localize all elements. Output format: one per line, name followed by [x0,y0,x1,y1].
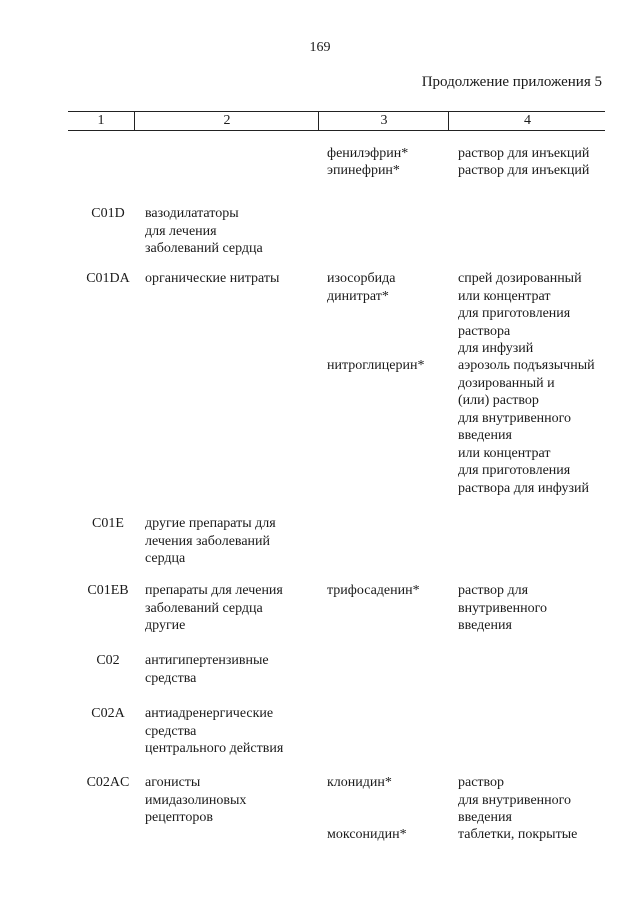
dosage-form [458,145,618,163]
group-name-line: другие [145,618,186,633]
group-name-line: центрального действия [145,741,284,756]
dosage-form-line: введения [458,810,512,825]
header-col-4: 4 [448,112,606,130]
group-name-line: антиадренергические [145,706,274,721]
group-name-line: другие препараты для [145,516,276,531]
dosage-form-line: для приготовления [458,463,571,478]
group-name-line: рецепторов [145,810,213,825]
drug-name-line: фенилэфрин* [327,146,409,161]
atc-code: C01D [91,206,125,221]
header-col-3: 3 [318,112,449,130]
dosage-form-line: (или) раствор [458,393,539,408]
atc-code: C01EB [87,583,129,598]
group-name-line: агонисты [145,775,201,790]
group-name-line: имидазолиновых [145,792,247,808]
atc-code: C02 [96,653,120,668]
group-name-line: препараты для лечения [145,583,283,598]
dosage-form-line: для приготовления [458,306,571,321]
drug-name-line: трифосаденин* [327,583,420,598]
drug-name-line: изосорбида [327,271,396,286]
group-name-line: органические нитраты [145,271,280,286]
group-name-line: заболеваний сердца [145,241,263,256]
group-name-line: для лечения [145,223,217,239]
drug-name-line: динитрат* [327,288,389,304]
dosage-form [458,270,618,358]
group-name-line: антигипертензивные [145,653,269,668]
dosage-form [458,357,618,497]
atc-code: C02A [91,706,125,721]
table-header [68,111,605,131]
header-col-1: 1 [97,113,105,128]
dosage-form-line: раствора для инфузий [458,480,590,496]
group-name [145,270,315,288]
group-name-line: сердца [145,551,186,566]
group-name-line: средства [145,670,197,686]
group-name-line: средства [145,723,197,739]
dosage-form [458,162,618,180]
continuation-caption: Продолжение приложения 5 [421,74,602,90]
dosage-form-line: спрей дозированный [458,271,582,286]
dosage-form-line: таблетки, покрытые [458,827,578,842]
drug-name [327,270,457,305]
group-name [145,705,315,758]
drug-name [327,162,457,180]
dosage-form [458,826,618,844]
header-col-2: 2 [134,112,319,130]
group-name-line: заболеваний сердца [145,600,263,616]
dosage-form-line: или концентрат [458,288,551,304]
dosage-form-line: раствор для [458,583,529,598]
dosage-form-line: введения [458,618,512,633]
dosage-form [458,774,618,827]
dosage-form-line: дозированный и [458,375,555,391]
drug-name-line: клонидин* [327,775,392,790]
atc-code: C01DA [86,271,130,286]
dosage-form-line: раствор [458,775,505,790]
dosage-form-line: введения [458,428,512,443]
group-name [145,774,315,827]
dosage-form [458,582,618,635]
drug-name [327,826,457,844]
drug-name [327,774,457,792]
group-name [145,652,315,687]
group-name [145,582,315,635]
atc-code: C01E [92,516,124,531]
drug-name-line: эпинефрин* [327,163,400,178]
dosage-form-line: раствор для инъекций [458,146,590,161]
drug-name [327,582,457,600]
page-number: 169 [309,40,331,55]
dosage-form-line: раствор для инъекций [458,163,590,178]
atc-code: C02AC [86,775,130,790]
drug-name-line: моксонидин* [327,827,407,842]
drug-name [327,145,457,163]
dosage-form-line: для внутривенного [458,792,572,808]
group-name-line: вазодилататоры [145,206,239,221]
group-name [145,515,315,568]
drug-name [327,357,457,375]
dosage-form-line: для внутривенного [458,410,572,426]
dosage-form-line: аэрозоль подъязычный [458,358,595,373]
group-name-line: лечения заболеваний [145,533,271,549]
dosage-form-line: внутривенного [458,600,548,616]
drug-name-line: нитроглицерин* [327,358,425,373]
dosage-form-line: раствора [458,323,511,339]
dosage-form-line: или концентрат [458,445,551,461]
dosage-form-line: для инфузий [458,341,534,356]
group-name [145,205,315,258]
